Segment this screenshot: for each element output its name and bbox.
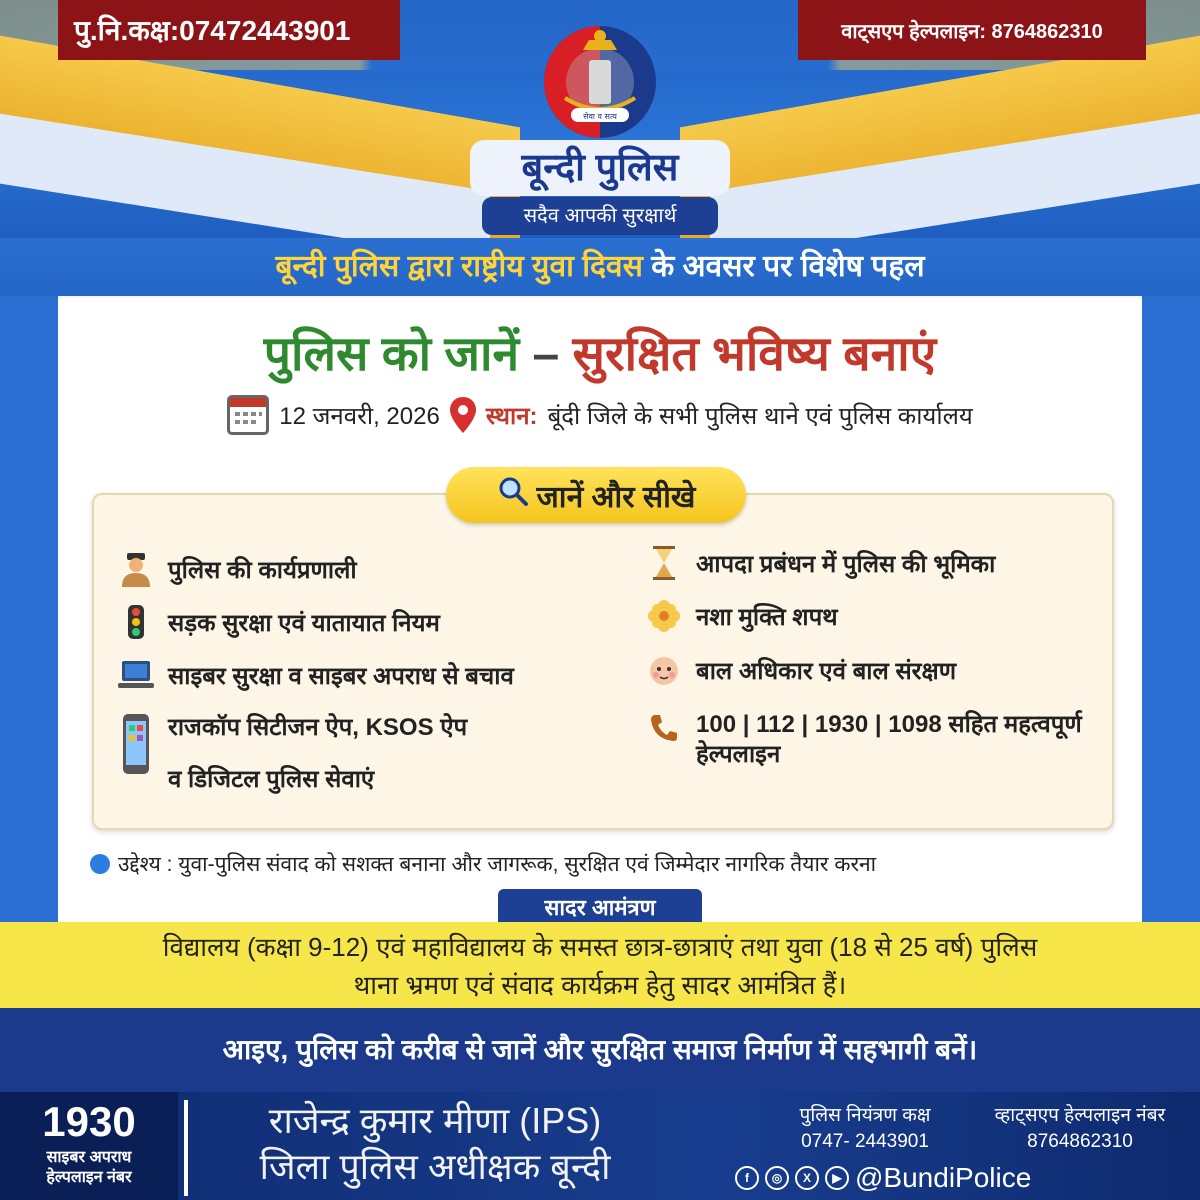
event-details	[0, 395, 1200, 435]
social-handle[interactable]: @BundiPolice	[855, 1162, 1032, 1193]
learn-item-child-rights: बाल अधिकार एवं बाल संरक्षण	[646, 652, 956, 688]
cyber-helpline-box: 1930 साइबर अपराध हेल्पलाइन नंबर	[0, 1092, 178, 1200]
invitation-line2: थाना भ्रमण एवं संवाद कार्यक्रम हेतु सादर आमंत्रित हैं।	[353, 970, 847, 1000]
flower-icon	[646, 598, 682, 634]
event-date: 12 जनवरी, 2026	[279, 402, 440, 430]
x-icon[interactable]: X	[795, 1166, 819, 1190]
logo-title: बून्दी पुलिस	[470, 140, 730, 196]
location-pin-icon	[450, 397, 476, 433]
baby-face-icon	[646, 652, 682, 688]
whatsapp-contact: व्हाट्सएप हेल्पलाइन नंबर 8764862310	[994, 1105, 1166, 1152]
learn-item-disaster: आपदा प्रबंधन में पुलिस की भूमिका	[646, 545, 995, 581]
mobile-phone-icon	[118, 712, 154, 776]
whatsapp-helpline: वाट्सएप हेल्पलाइन: 8764862310	[798, 0, 1146, 60]
cyber-helpline-number: 1930	[42, 1098, 136, 1145]
officer-name: राजेन्द्र कुमार मीणा (IPS)	[268, 1100, 602, 1141]
learn-item-road-safety: सड़क सुरक्षा एवं यातायात नियम	[118, 604, 440, 640]
tagline: सदैव आपकी सुरक्षार्थ	[482, 197, 718, 235]
headline	[0, 320, 1200, 390]
initiative-banner	[0, 238, 1200, 296]
police-emblem-icon	[535, 20, 665, 140]
learn-item-de-addiction: नशा मुक्ति शपथ	[646, 598, 838, 634]
svg-text:सेवा व सत्य: सेवा व सत्य	[583, 112, 617, 121]
magnifier-icon	[497, 475, 529, 515]
headline-dash: –	[532, 328, 560, 381]
headline-part2: सुरक्षित भविष्य बनाएं	[572, 328, 937, 381]
officer-block	[205, 1098, 665, 1190]
blue-dot-icon	[90, 854, 110, 874]
hourglass-icon	[646, 545, 682, 581]
learn-item-police-working: पुलिस की कार्यप्रणाली	[118, 551, 357, 587]
objective-line: उद्देश्य : युवा-पुलिस संवाद को सशक्त बनाना और जागरूक, सुरक्षित एवं जिम्मेदार नागरिक तैयार करना	[90, 850, 1130, 878]
youtube-icon[interactable]: ▶	[825, 1166, 849, 1190]
invitation-line1: विद्यालय (कक्षा 9-12) एवं महाविद्यालय के समस्त छात्र-छात्राएं तथा युवा (18 से 25 वर्ष) पुलिस	[162, 932, 1038, 962]
headline-part1: पुलिस को जानें	[263, 328, 520, 381]
initiative-highlight: बून्दी पुलिस द्वारा राष्ट्रीय युवा दिवस	[275, 250, 643, 283]
laptop-icon	[118, 657, 154, 693]
calendar-icon	[227, 395, 269, 435]
invitation-label: सादर आमंत्रण	[498, 889, 702, 927]
control-room-number: पु.नि.कक्ष:07472443901	[58, 0, 400, 60]
learn-title: जानें और सीखे	[536, 480, 696, 514]
social-handles	[735, 1162, 1031, 1194]
call-to-action: आइए, पुलिस को करीब से जानें और सुरक्षित समाज निर्माण में सहभागी बनें।	[0, 1008, 1200, 1092]
learn-item-apps: राजकॉप सिटीजन ऐप, KSOS ऐप व डिजिटल पुलिस सेवाएं	[118, 712, 467, 796]
telephone-icon	[646, 710, 682, 746]
learn-title-pill	[446, 467, 746, 523]
venue-label: स्थान:	[485, 402, 538, 430]
police-officer-icon	[118, 551, 154, 587]
instagram-icon[interactable]: ◎	[765, 1166, 789, 1190]
learn-item-cyber-safety: साइबर सुरक्षा व साइबर अपराध से बचाव	[118, 657, 514, 693]
venue: बूंदी जिले के सभी पुलिस थाने एवं पुलिस कार्यालय	[547, 402, 973, 430]
learn-item-helplines: 100 | 112 | 1930 | 1098 सहित महत्वपूर्ण हेल्पलाइन	[646, 710, 1082, 770]
invitation-band	[0, 922, 1200, 1008]
initiative-rest: के अवसर पर विशेष पहल	[651, 250, 925, 283]
facebook-icon[interactable]: f	[735, 1166, 759, 1190]
control-room-contact: पुलिस नियंत्रण कक्ष 0747- 2443901	[799, 1105, 931, 1152]
traffic-light-icon	[118, 604, 154, 640]
officer-title: जिला पुलिस अधीक्षक बून्दी	[259, 1146, 611, 1187]
